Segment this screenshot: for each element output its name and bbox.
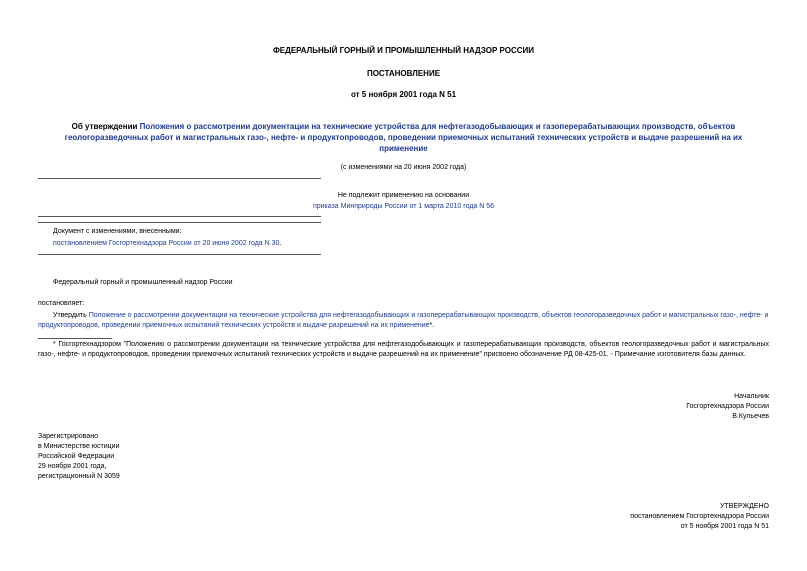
amendment-resolution-link[interactable]: постановлением Госгортехнадзора России от 20 июня 2002 года N 30 <box>53 240 280 247</box>
registration-line: регистрационный N 3059 <box>38 473 120 480</box>
not-applicable-notice: Не подлежит применению на основании <box>337 192 470 199</box>
footnote-divider <box>38 338 112 339</box>
document-type-heading: ПОСТАНОВЛЕНИЕ <box>366 69 441 78</box>
ministry-order-link[interactable]: приказа Минприроды России от 1 марта 2010 года N 56 <box>312 203 495 210</box>
approve-suffix: *. <box>429 322 435 329</box>
footnote-text: * Госгортехнадзором "Положению о рассмотрении документации на технические устройства для нефтегазодобывающих и газоперерабатывающих производств, объектов геологоразведочных работ и магистральных газо-, нефте- и продуктопроводов, проведении приемочных испытаний технических устройств и выдаче разрешений на их применение" присвоено обозначение РД 08-425-01. - Примечание изготовителя базы данных. <box>38 341 769 358</box>
approve-paragraph <box>38 311 769 331</box>
amendment-suffix: . <box>279 240 282 247</box>
approved-block <box>630 502 769 532</box>
title-regulation-link[interactable]: Положения о рассмотрении документации на технические устройства для нефтегазодобывающих и газоперерабатывающих производств, объектов геологоразведочных работ и магистральных газо-, нефте- и продуктопроводов, проведении приемочных испытаний технических устройств и выдаче разрешений на их применение <box>64 122 743 153</box>
title-prefix: Об утверждении <box>71 122 140 131</box>
approved-heading: УТВЕРЖДЕНО <box>719 503 769 510</box>
registration-line: Российской Федерации <box>38 453 115 460</box>
divider <box>38 254 321 255</box>
registration-line: в Министерстве юстиции <box>38 443 120 450</box>
divider <box>38 216 321 217</box>
divider <box>38 222 321 223</box>
registration-block <box>38 432 120 482</box>
registration-line: Зарегистрировано <box>38 433 98 440</box>
decrees-text: постановляет: <box>38 300 85 307</box>
amended-by-line <box>53 239 281 249</box>
registration-line: 29 ноября 2001 года, <box>38 463 107 470</box>
signature-name: В.Кульечев <box>732 413 769 420</box>
document-title <box>40 121 767 154</box>
divider <box>38 178 321 179</box>
approved-by-resolution: постановлением Госгортехнадзора России <box>630 513 769 520</box>
document-date: от 5 ноября 2001 года N 51 <box>350 90 457 99</box>
approve-prefix: Утвердить <box>53 312 89 319</box>
amended-by-label: Документ с изменениями, внесенными: <box>53 228 182 235</box>
amendment-note: (с изменениями на 20 июня 2002 года) <box>340 164 467 171</box>
approve-regulation-link[interactable]: Положение о рассмотрении документации на технические устройства для нефтегазодобывающих и газоперерабатывающих производств, объектов геологоразведочных работ и магистральных газо-, нефте- и продуктопроводов, проведении приемочных испытаний технических устройств и выдаче разрешений на их применение <box>38 312 769 329</box>
approved-date: от 5 ноября 2001 года N 51 <box>680 523 769 530</box>
signature-block <box>686 392 769 422</box>
agency-heading: ФЕДЕРАЛЬНЫЙ ГОРНЫЙ И ПРОМЫШЛЕННЫЙ НАДЗОР РОССИИ <box>272 46 535 55</box>
signature-agency: Госгортехнадзора России <box>686 403 769 410</box>
signature-title: Начальник <box>734 393 769 400</box>
issuer-text: Федеральный горный и промышленный надзор России <box>53 279 233 286</box>
